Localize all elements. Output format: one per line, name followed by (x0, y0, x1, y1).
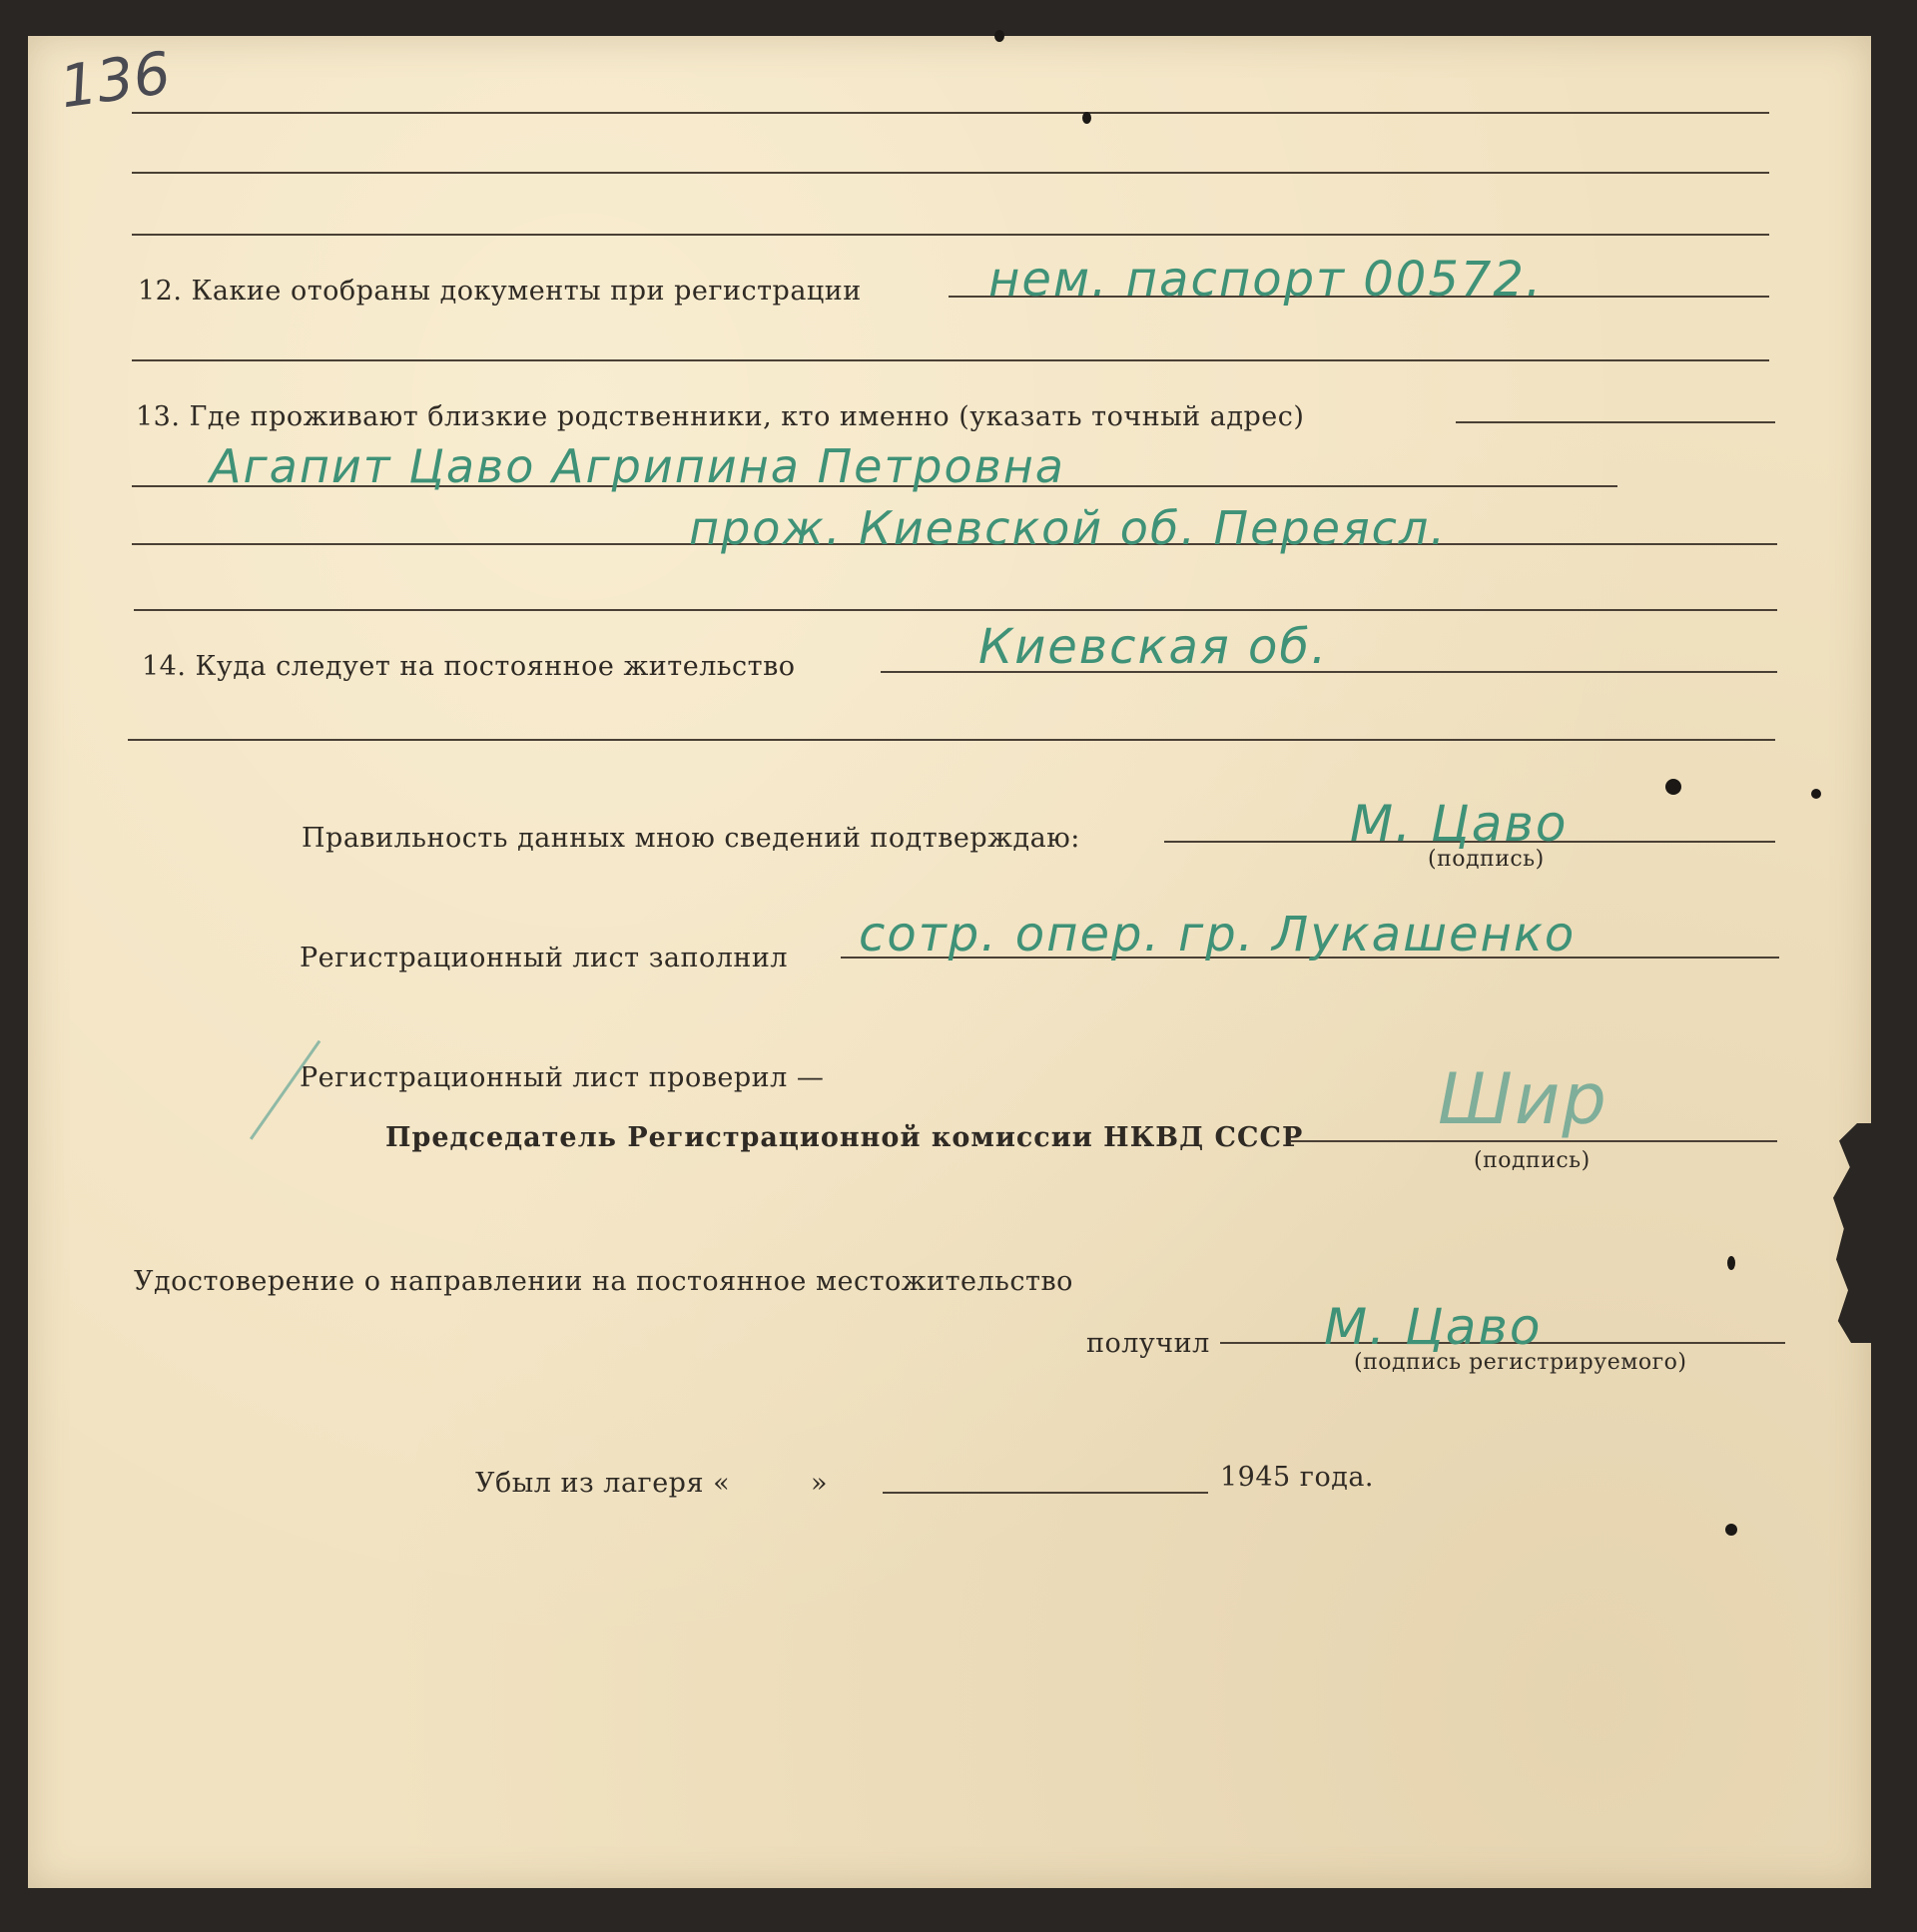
departure-date-line (883, 1492, 1208, 1494)
departure-quote-close: » (811, 1468, 829, 1499)
ink-speck (1725, 1524, 1737, 1536)
checked-by-line (1290, 1140, 1777, 1142)
q13-label: 13. Где проживают близкие родственники, кто именно (указать точный адрес) (136, 401, 1305, 432)
ink-speck (1727, 1256, 1735, 1270)
blank-line (132, 112, 1769, 114)
q12-label: 12. Какие отобраны документы при регистрации (138, 276, 862, 307)
received-label: получил (1086, 1328, 1210, 1359)
ink-speck (1811, 789, 1821, 799)
received-caption: (подпись регистрируемого) (1354, 1350, 1687, 1375)
departure-year: 1945 года. (1220, 1462, 1375, 1493)
ink-speck (994, 30, 1004, 42)
q13-answer-line (1456, 421, 1775, 423)
q13-answer-line2: прож. Киевской об. Переясл. (689, 501, 1447, 555)
blank-line (132, 359, 1769, 361)
confirmation-signature: М. Цаво (1350, 795, 1569, 853)
filled-by-label: Регистрационный лист заполнил (300, 943, 789, 973)
q12-answer: нем. паспорт 00572. (988, 252, 1544, 308)
ink-speck (1665, 779, 1681, 795)
certificate-label: Удостоверение о направлении на постоянное местожительство (134, 1266, 1073, 1297)
q14-label: 14. Куда следует на постоянное жительство (142, 651, 796, 682)
q13-answer-line1: Агапит Цаво Агрипина Петровна (210, 439, 1065, 493)
filled-by-value: сотр. опер. гр. Лукашенко (859, 907, 1577, 963)
departure-label: Убыл из лагеря « (475, 1468, 731, 1499)
blank-line (132, 172, 1769, 174)
ink-speck (1082, 112, 1091, 124)
checked-by-caption: (подпись) (1474, 1148, 1591, 1173)
checked-by-label: Регистрационный лист проверил — (300, 1062, 825, 1093)
blank-line (134, 609, 1777, 611)
q14-answer: Киевская об. (978, 619, 1329, 675)
confirmation-label: Правильность данных мною сведений подтверждаю: (302, 823, 1080, 854)
commission-chairman-title: Председатель Регистрационной комиссии НКВД СССР (385, 1122, 1304, 1153)
blank-line (128, 739, 1775, 741)
confirmation-caption: (подпись) (1428, 847, 1545, 872)
received-signature: М. Цаво (1324, 1298, 1543, 1356)
checked-by-signature: Шир (1438, 1058, 1608, 1140)
archive-number: 136 (55, 38, 175, 122)
blank-line (132, 234, 1769, 236)
